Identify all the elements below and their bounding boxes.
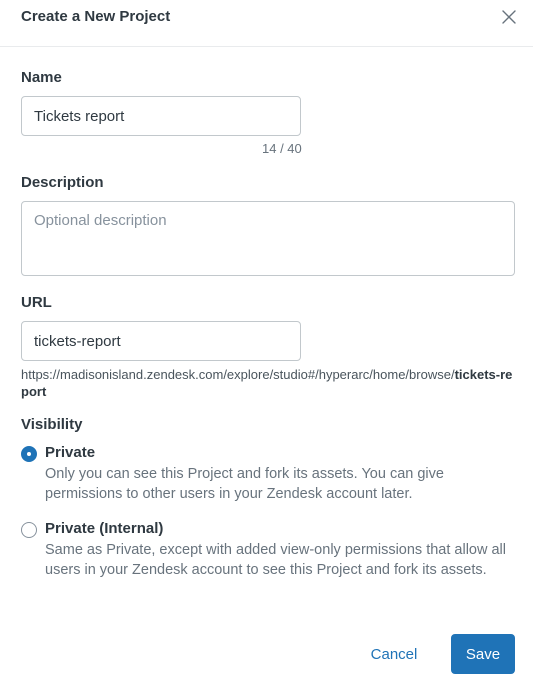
description-textarea[interactable] — [21, 201, 515, 276]
visibility-option-title: Private (Internal) — [45, 520, 164, 537]
visibility-option-private-internal[interactable] — [21, 520, 516, 580]
visibility-option-private[interactable] — [21, 444, 516, 504]
name-char-counter: 14 / 40 — [262, 141, 302, 156]
save-button[interactable]: Save — [451, 634, 515, 674]
visibility-option-description: Only you can see this Project and fork its assets. You can give permissions to other users in your Zendesk account later. — [45, 466, 444, 502]
radio-private-internal[interactable] — [21, 522, 37, 538]
cancel-button[interactable]: Cancel — [356, 634, 432, 674]
description-label: Description — [21, 174, 104, 191]
url-preview — [21, 366, 517, 400]
dialog-title: Create a New Project — [21, 8, 171, 25]
url-label: URL — [21, 294, 52, 311]
url-preview-slug: tickets-report — [21, 367, 513, 399]
visibility-label: Visibility — [21, 416, 83, 433]
close-button[interactable] — [499, 7, 519, 27]
radio-private[interactable] — [21, 446, 37, 462]
visibility-option-description: Same as Private, except with added view-only permissions that allow all users in your Zendesk account to see this Project and fork its assets. — [45, 542, 506, 578]
url-input[interactable] — [21, 321, 301, 361]
name-label: Name — [21, 69, 62, 86]
dialog-header — [0, 0, 533, 47]
name-input[interactable] — [21, 96, 301, 136]
close-icon — [499, 7, 519, 27]
visibility-option-title: Private — [45, 444, 96, 461]
url-preview-prefix: https://madisonisland.zendesk.com/explore/studio#/hyperarc/home/browse/ — [21, 367, 455, 382]
